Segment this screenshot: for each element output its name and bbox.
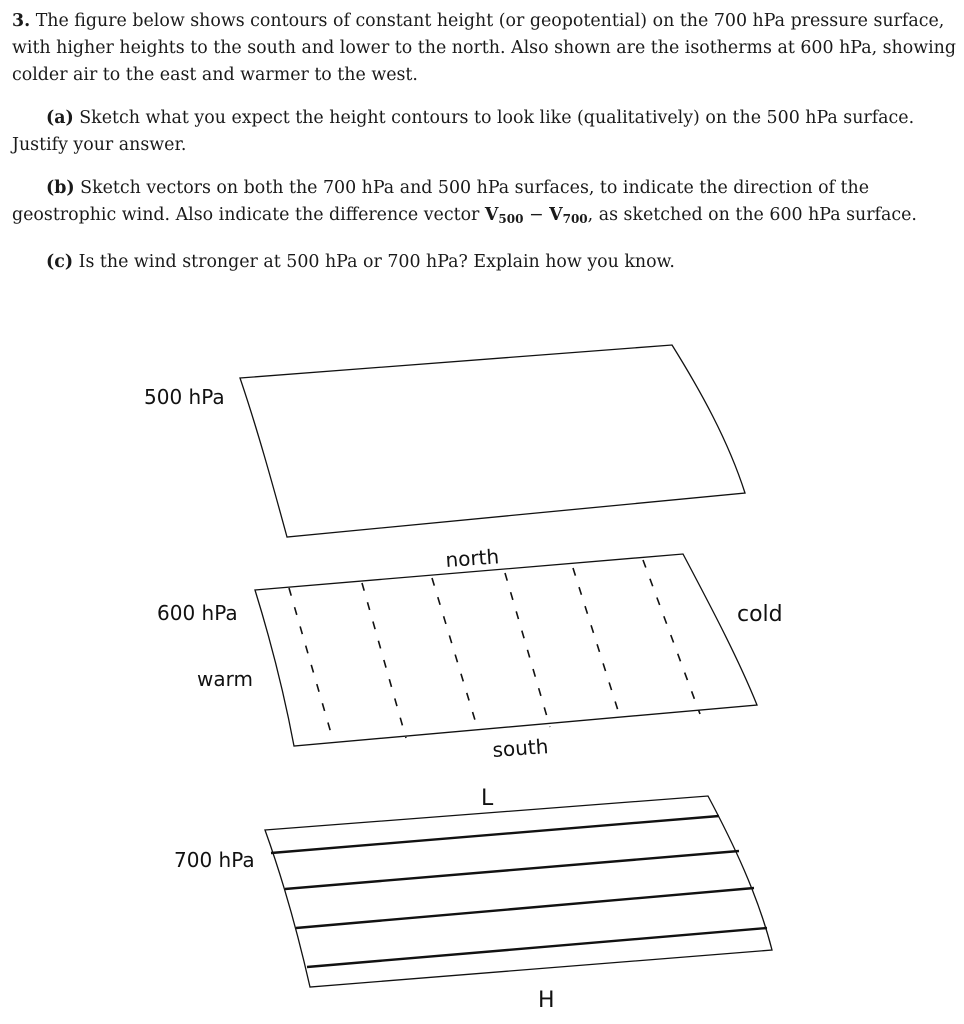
- height-contours: [271, 816, 767, 967]
- vector-v500: V500: [484, 205, 524, 226]
- label-low: L: [481, 786, 494, 811]
- part-b-text-1: Sketch vectors on both the 700 hPa and 500 hPa surfaces, to indicate the direction of the geostrophic wind. Also indicate the difference vector: [12, 178, 869, 225]
- surface-500-outline: [240, 345, 745, 537]
- isotherm-line: [505, 573, 550, 727]
- label-warm: warm: [197, 667, 253, 691]
- label-cold: cold: [737, 602, 783, 627]
- part-a-text: Sketch what you expect the height contours to look like (qualitatively) on the 500 hPa surface. Justify your answer.: [12, 108, 915, 155]
- isotherms: [289, 560, 700, 740]
- part-c-label: (c): [46, 252, 74, 272]
- label-500-hpa: 500 hPa: [144, 385, 225, 409]
- height-contour-line: [307, 928, 767, 967]
- isotherm-line: [432, 578, 478, 730]
- height-contour-line: [285, 851, 739, 889]
- height-contour-line: [271, 816, 719, 853]
- isotherm-line: [362, 583, 406, 738]
- intro-text: The figure below shows contours of constant height (or geopotential) on the 700 hPa pressure surface, with higher heights to the south and lower to the north. Also shown are the isotherms at 600 hPa, showing colder air to the east and warmer to the west.: [12, 11, 957, 85]
- label-south: south: [491, 734, 550, 762]
- surface-700-outline: [265, 796, 772, 987]
- part-b-text-2: , as sketched on the 600 hPa surface.: [587, 205, 917, 225]
- label-600-hpa: 600 hPa: [157, 601, 238, 625]
- label-high: H: [538, 988, 555, 1013]
- label-north: north: [444, 544, 500, 572]
- isotherm-line: [289, 588, 333, 740]
- part-a-label: (a): [46, 108, 74, 128]
- height-contour-line: [296, 888, 754, 928]
- problem-number: 3.: [12, 11, 31, 31]
- part-c-text: Is the wind stronger at 500 hPa or 700 hPa? Explain how you know.: [78, 252, 675, 272]
- surface-600-outline: [255, 554, 757, 746]
- isotherm-line: [573, 568, 621, 720]
- minus-sign: −: [523, 205, 550, 225]
- label-700-hpa: 700 hPa: [174, 848, 255, 872]
- part-b-label: (b): [46, 178, 75, 198]
- isotherm-line: [643, 560, 700, 714]
- vector-v700: V700: [549, 205, 588, 226]
